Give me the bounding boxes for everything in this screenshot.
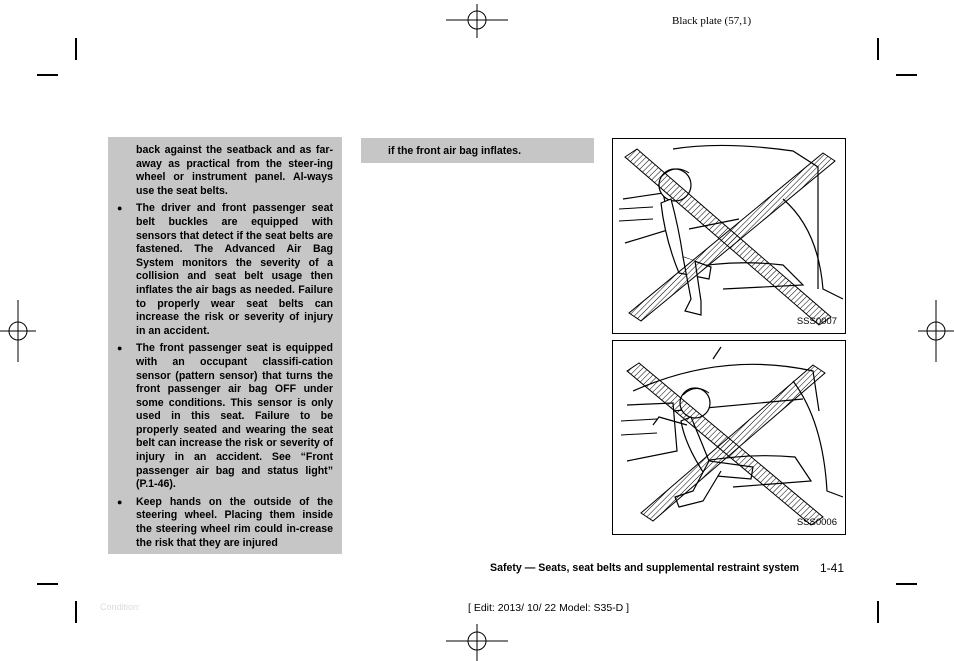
bullet-icon: ●	[117, 343, 123, 354]
registration-mark-top	[446, 4, 508, 38]
edit-info: [ Edit: 2013/ 10/ 22 Model: S35-D ]	[468, 602, 630, 614]
warning-box-left	[108, 137, 342, 554]
registration-mark-bottom	[446, 624, 508, 661]
condition-label: Condition:	[100, 602, 141, 612]
warning-item: ● Keep hands on the outside of the steering wheel. Placing them inside the steering wheel rim could in-crease the risk that they are injured	[117, 495, 333, 549]
warning-intro: back against the seatback and as far-away as practical from the steer-ing wheel or instrument panel. Al-ways use the seat belts.	[136, 144, 333, 197]
bullet-icon: ●	[117, 203, 123, 214]
page-number: 1-41	[820, 561, 845, 575]
section-title: Safety — Seats, seat belts and supplemental restraint system	[490, 562, 800, 574]
warning-continuation: if the front air bag inflates.	[388, 145, 522, 157]
figure-improper-seating-1	[612, 138, 846, 334]
figure-illustration	[613, 341, 844, 533]
bullet-icon: ●	[117, 496, 123, 507]
registration-mark-left	[0, 300, 36, 362]
figure-caption: SSS0007	[796, 316, 837, 327]
figure-improper-seating-2	[612, 340, 846, 535]
figure-caption: SSS0006	[796, 517, 837, 528]
warning-item: ● The driver and front passenger seat belt buckles are equipped with sensors that detect if the seat belts are fastened. The Advanced Air Bag System monitors the severity of a collision and seat belt usage then inflates the air bags as needed. Failure to properly wear seat belts can increase the risk or severity of injury in an accident.	[117, 202, 333, 337]
warning-item: ● The front passenger seat is equipped with an occupant classifi-cation sensor (pattern sensor) that turns the front passenger air bag OFF under some conditions. This sensor is only used in this seat. Failure to be properly seated and wearing the seat belt can increase the risk or severity of injury in an accident. See “Front passenger air bag and status light” (P.1-46).	[117, 342, 333, 491]
warning-box-middle	[361, 138, 594, 163]
warning-list	[117, 202, 333, 550]
black-plate-label: Black plate (57,1)	[672, 15, 752, 27]
figure-illustration	[613, 139, 844, 332]
registration-mark-right	[918, 300, 954, 362]
